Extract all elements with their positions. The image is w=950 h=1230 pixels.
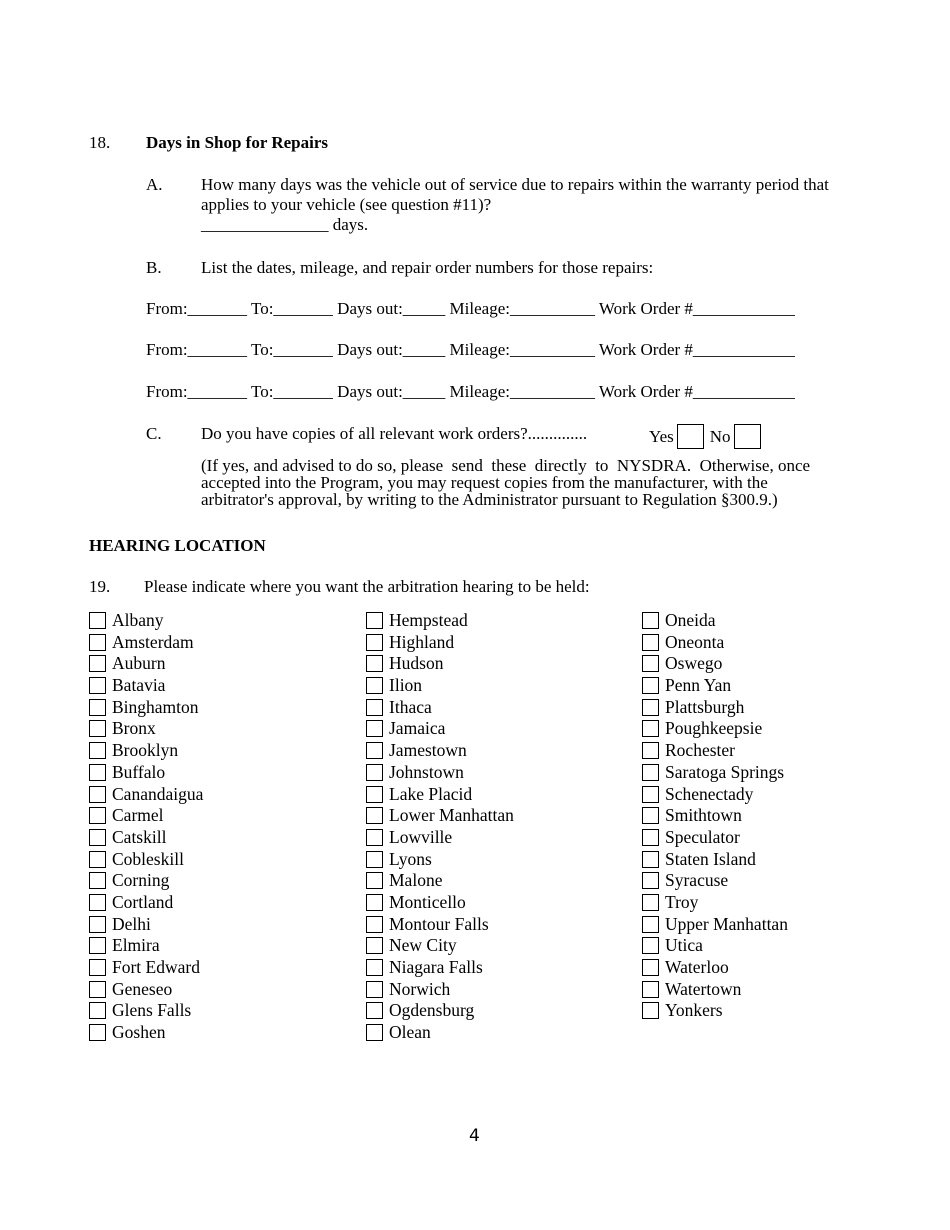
location-label: Cobleskill bbox=[112, 848, 184, 869]
location-checkbox[interactable] bbox=[89, 851, 106, 868]
location-checkbox[interactable] bbox=[89, 872, 106, 889]
location-option[interactable] bbox=[366, 697, 514, 719]
repair-row-3[interactable]: From:_______ To:_______ Days out:_____ Mileage:__________ Work Order #____________ bbox=[146, 382, 795, 401]
location-option[interactable] bbox=[89, 805, 203, 827]
location-label: Troy bbox=[665, 891, 699, 912]
location-label: Ogdensburg bbox=[389, 1000, 475, 1021]
location-checkbox[interactable] bbox=[366, 937, 383, 954]
location-option[interactable] bbox=[366, 632, 514, 654]
location-checkbox[interactable] bbox=[366, 720, 383, 737]
location-checkbox[interactable] bbox=[89, 981, 106, 998]
location-option[interactable] bbox=[642, 914, 788, 936]
location-option[interactable] bbox=[89, 762, 203, 784]
location-option[interactable] bbox=[366, 610, 514, 632]
location-checkbox[interactable] bbox=[366, 634, 383, 651]
location-option[interactable] bbox=[366, 979, 514, 1001]
location-checkbox[interactable] bbox=[642, 1002, 659, 1019]
location-label: Penn Yan bbox=[665, 675, 732, 696]
location-option[interactable] bbox=[642, 849, 788, 871]
location-checkbox[interactable] bbox=[642, 742, 659, 759]
item-a-label: A. bbox=[146, 175, 163, 194]
location-label: Albany bbox=[112, 610, 164, 630]
no-label: No bbox=[709, 427, 731, 446]
location-option[interactable] bbox=[366, 718, 514, 740]
location-option[interactable] bbox=[89, 827, 203, 849]
location-option[interactable] bbox=[89, 718, 203, 740]
location-checkbox[interactable] bbox=[89, 1024, 106, 1041]
location-option[interactable] bbox=[366, 805, 514, 827]
location-checkbox[interactable] bbox=[89, 655, 106, 672]
location-label: Catskill bbox=[112, 826, 167, 847]
location-checkbox[interactable] bbox=[366, 786, 383, 803]
location-option[interactable] bbox=[642, 827, 788, 849]
location-label: Goshen bbox=[112, 1022, 166, 1043]
location-option[interactable] bbox=[366, 740, 514, 762]
location-checkbox[interactable] bbox=[89, 916, 106, 933]
location-option[interactable] bbox=[89, 1000, 203, 1022]
location-checkbox[interactable] bbox=[89, 720, 106, 737]
location-column-2 bbox=[366, 610, 514, 1044]
location-label: Lowville bbox=[389, 826, 453, 847]
location-option[interactable] bbox=[642, 1000, 788, 1022]
location-label: Highland bbox=[389, 631, 455, 652]
location-option[interactable] bbox=[89, 935, 203, 957]
location-option[interactable] bbox=[89, 740, 203, 762]
location-label: Glens Falls bbox=[112, 1000, 192, 1021]
location-checkbox[interactable] bbox=[642, 829, 659, 846]
location-checkbox[interactable] bbox=[366, 981, 383, 998]
item-b-text: List the dates, mileage, and repair order numbers for those repairs: bbox=[201, 258, 654, 277]
location-checkbox[interactable] bbox=[642, 937, 659, 954]
location-label: Schenectady bbox=[665, 783, 754, 804]
repair-row-2[interactable]: From:_______ To:_______ Days out:_____ Mileage:__________ Work Order #____________ bbox=[146, 340, 795, 359]
location-label: Saratoga Springs bbox=[665, 761, 785, 782]
location-option[interactable] bbox=[366, 870, 514, 892]
location-option[interactable] bbox=[366, 653, 514, 675]
location-checkbox[interactable] bbox=[89, 807, 106, 824]
location-checkbox[interactable] bbox=[642, 786, 659, 803]
location-option[interactable] bbox=[642, 892, 788, 914]
location-checkbox[interactable] bbox=[89, 959, 106, 976]
item-a-line2: applies to your vehicle (see question #11)? bbox=[201, 195, 492, 214]
item-c-question: Do you have copies of all relevant work orders?.............. bbox=[201, 424, 588, 443]
location-checkbox[interactable] bbox=[642, 612, 659, 629]
location-checkbox[interactable] bbox=[642, 894, 659, 911]
location-label: Watertown bbox=[665, 978, 742, 999]
location-label: Oswego bbox=[665, 653, 723, 674]
location-checkbox[interactable] bbox=[89, 829, 106, 846]
location-label: Monticello bbox=[389, 891, 466, 912]
location-label: Amsterdam bbox=[112, 631, 194, 652]
location-checkbox[interactable] bbox=[89, 764, 106, 781]
location-checkbox[interactable] bbox=[366, 872, 383, 889]
location-label: Montour Falls bbox=[389, 913, 489, 934]
location-label: Canandaigua bbox=[112, 783, 204, 804]
location-label: Hempstead bbox=[389, 610, 468, 630]
location-checkbox[interactable] bbox=[366, 829, 383, 846]
yes-no-group bbox=[649, 424, 761, 449]
location-option[interactable] bbox=[642, 784, 788, 806]
repair-row-1[interactable]: From:_______ To:_______ Days out:_____ Mileage:__________ Work Order #____________ bbox=[146, 299, 795, 318]
location-option[interactable] bbox=[366, 827, 514, 849]
location-option[interactable] bbox=[642, 632, 788, 654]
location-option[interactable] bbox=[89, 632, 203, 654]
location-label: Delhi bbox=[112, 913, 151, 934]
location-checkbox[interactable] bbox=[366, 807, 383, 824]
location-checkbox[interactable] bbox=[642, 699, 659, 716]
location-option[interactable] bbox=[89, 697, 203, 719]
question-19-number: 19. bbox=[89, 577, 111, 596]
location-label: Lower Manhattan bbox=[389, 805, 514, 826]
location-label: Bronx bbox=[112, 718, 156, 739]
location-checkbox[interactable] bbox=[366, 742, 383, 759]
location-label: Smithtown bbox=[665, 805, 742, 826]
location-label: Brooklyn bbox=[112, 740, 179, 761]
location-label: Ilion bbox=[389, 675, 423, 696]
location-checkbox[interactable] bbox=[642, 959, 659, 976]
location-option[interactable] bbox=[366, 1000, 514, 1022]
location-checkbox[interactable] bbox=[89, 894, 106, 911]
location-option[interactable] bbox=[89, 870, 203, 892]
location-checkbox[interactable] bbox=[366, 699, 383, 716]
question-19-text: Please indicate where you want the arbitration hearing to be held: bbox=[144, 577, 590, 596]
location-label: Niagara Falls bbox=[389, 957, 483, 977]
location-label: Auburn bbox=[112, 653, 166, 674]
no-checkbox[interactable] bbox=[734, 424, 761, 449]
location-label: Geneseo bbox=[112, 978, 173, 999]
item-c-label: C. bbox=[146, 424, 162, 443]
location-label: Ithaca bbox=[389, 696, 432, 717]
location-label: Corning bbox=[112, 870, 170, 891]
location-checkbox[interactable] bbox=[642, 916, 659, 933]
location-checkbox[interactable] bbox=[89, 612, 106, 629]
location-option[interactable] bbox=[366, 762, 514, 784]
location-label: Waterloo bbox=[665, 957, 729, 977]
location-label: Jamaica bbox=[389, 718, 446, 739]
location-option[interactable] bbox=[642, 610, 788, 632]
location-option[interactable] bbox=[642, 870, 788, 892]
location-checkbox[interactable] bbox=[366, 894, 383, 911]
hearing-location-heading: HEARING LOCATION bbox=[89, 536, 266, 555]
location-option[interactable] bbox=[642, 979, 788, 1001]
location-option[interactable] bbox=[89, 610, 203, 632]
location-checkbox[interactable] bbox=[642, 981, 659, 998]
location-label: Yonkers bbox=[665, 1000, 723, 1021]
location-option[interactable] bbox=[89, 675, 203, 697]
page-number: 4 bbox=[469, 1126, 480, 1146]
location-label: Speculator bbox=[665, 826, 740, 847]
item-b-label: B. bbox=[146, 258, 162, 277]
location-label: Oneonta bbox=[665, 631, 725, 652]
location-option[interactable] bbox=[89, 892, 203, 914]
location-checkbox[interactable] bbox=[642, 764, 659, 781]
location-option[interactable] bbox=[642, 762, 788, 784]
location-checkbox[interactable] bbox=[366, 959, 383, 976]
location-checkbox[interactable] bbox=[642, 677, 659, 694]
location-option[interactable] bbox=[89, 1022, 203, 1044]
location-option[interactable] bbox=[642, 718, 788, 740]
location-option[interactable] bbox=[89, 784, 203, 806]
location-option[interactable] bbox=[642, 935, 788, 957]
location-checkbox[interactable] bbox=[366, 655, 383, 672]
location-label: New City bbox=[389, 935, 457, 956]
location-checkbox[interactable] bbox=[642, 720, 659, 737]
location-label: Olean bbox=[389, 1022, 431, 1043]
yes-label: Yes bbox=[649, 427, 674, 446]
location-label: Fort Edward bbox=[112, 957, 200, 977]
location-option[interactable] bbox=[366, 935, 514, 957]
location-option[interactable] bbox=[366, 892, 514, 914]
location-option[interactable] bbox=[89, 957, 203, 979]
location-label: Malone bbox=[389, 870, 443, 891]
location-label: Poughkeepsie bbox=[665, 718, 763, 739]
location-checkbox[interactable] bbox=[89, 677, 106, 694]
location-label: Buffalo bbox=[112, 761, 166, 782]
section-18-number: 18. bbox=[89, 133, 111, 152]
location-checkbox[interactable] bbox=[89, 786, 106, 803]
location-label: Upper Manhattan bbox=[665, 913, 788, 934]
location-label: Lyons bbox=[389, 848, 432, 869]
location-option[interactable] bbox=[642, 653, 788, 675]
location-checkbox[interactable] bbox=[642, 807, 659, 824]
location-option[interactable] bbox=[642, 675, 788, 697]
location-checkbox[interactable] bbox=[366, 764, 383, 781]
item-c-note-3: arbitrator's approval, by writing to the Administrator pursuant to Regulation §300.9.) bbox=[201, 490, 778, 509]
location-label: Jamestown bbox=[389, 740, 467, 761]
location-label: Cortland bbox=[112, 891, 174, 912]
location-checkbox[interactable] bbox=[642, 851, 659, 868]
location-label: Utica bbox=[665, 935, 703, 956]
location-option[interactable] bbox=[89, 653, 203, 675]
location-checkbox[interactable] bbox=[366, 677, 383, 694]
location-label: Elmira bbox=[112, 935, 160, 956]
location-option[interactable] bbox=[366, 849, 514, 871]
location-column-1 bbox=[89, 610, 203, 1044]
location-checkbox[interactable] bbox=[642, 872, 659, 889]
location-label: Norwich bbox=[389, 978, 451, 999]
location-option[interactable] bbox=[366, 957, 514, 979]
location-option[interactable] bbox=[642, 740, 788, 762]
location-label: Batavia bbox=[112, 675, 166, 696]
location-label: Staten Island bbox=[665, 848, 756, 869]
location-option[interactable] bbox=[89, 914, 203, 936]
location-option[interactable] bbox=[642, 805, 788, 827]
location-checkbox[interactable] bbox=[366, 916, 383, 933]
location-checkbox[interactable] bbox=[366, 612, 383, 629]
section-18-title: Days in Shop for Repairs bbox=[146, 133, 328, 152]
item-c-note-2: accepted into the Program, you may request copies from the manufacturer, with the bbox=[201, 473, 768, 492]
location-option[interactable] bbox=[366, 784, 514, 806]
location-option[interactable] bbox=[366, 675, 514, 697]
location-label: Johnstown bbox=[389, 761, 464, 782]
location-label: Lake Placid bbox=[389, 783, 473, 804]
location-checkbox[interactable] bbox=[366, 851, 383, 868]
location-option[interactable] bbox=[89, 979, 203, 1001]
location-checkbox[interactable] bbox=[642, 634, 659, 651]
location-checkbox[interactable] bbox=[366, 1024, 383, 1041]
location-option[interactable] bbox=[366, 1022, 514, 1044]
location-checkbox[interactable] bbox=[89, 699, 106, 716]
location-option[interactable] bbox=[642, 697, 788, 719]
location-option[interactable] bbox=[89, 849, 203, 871]
location-option[interactable] bbox=[366, 914, 514, 936]
location-label: Rochester bbox=[665, 740, 735, 761]
location-label: Oneida bbox=[665, 610, 716, 630]
location-checkbox[interactable] bbox=[89, 742, 106, 759]
item-a-line1: How many days was the vehicle out of service due to repairs within the warranty period that bbox=[201, 175, 829, 194]
location-label: Hudson bbox=[389, 653, 444, 674]
location-checkbox[interactable] bbox=[89, 1002, 106, 1019]
item-a-days-field[interactable]: _______________ days. bbox=[201, 215, 369, 234]
location-checkbox[interactable] bbox=[642, 655, 659, 672]
item-c-note-1: (If yes, and advised to do so, please send these directly to NYSDRA. Otherwise, once bbox=[201, 456, 811, 475]
location-column-3 bbox=[642, 610, 788, 1022]
yes-checkbox[interactable] bbox=[677, 424, 704, 449]
location-label: Syracuse bbox=[665, 870, 729, 891]
location-checkbox[interactable] bbox=[89, 634, 106, 651]
location-option[interactable] bbox=[642, 957, 788, 979]
location-label: Carmel bbox=[112, 805, 164, 826]
location-label: Binghamton bbox=[112, 696, 199, 717]
location-checkbox[interactable] bbox=[89, 937, 106, 954]
location-label: Plattsburgh bbox=[665, 696, 745, 717]
location-checkbox[interactable] bbox=[366, 1002, 383, 1019]
